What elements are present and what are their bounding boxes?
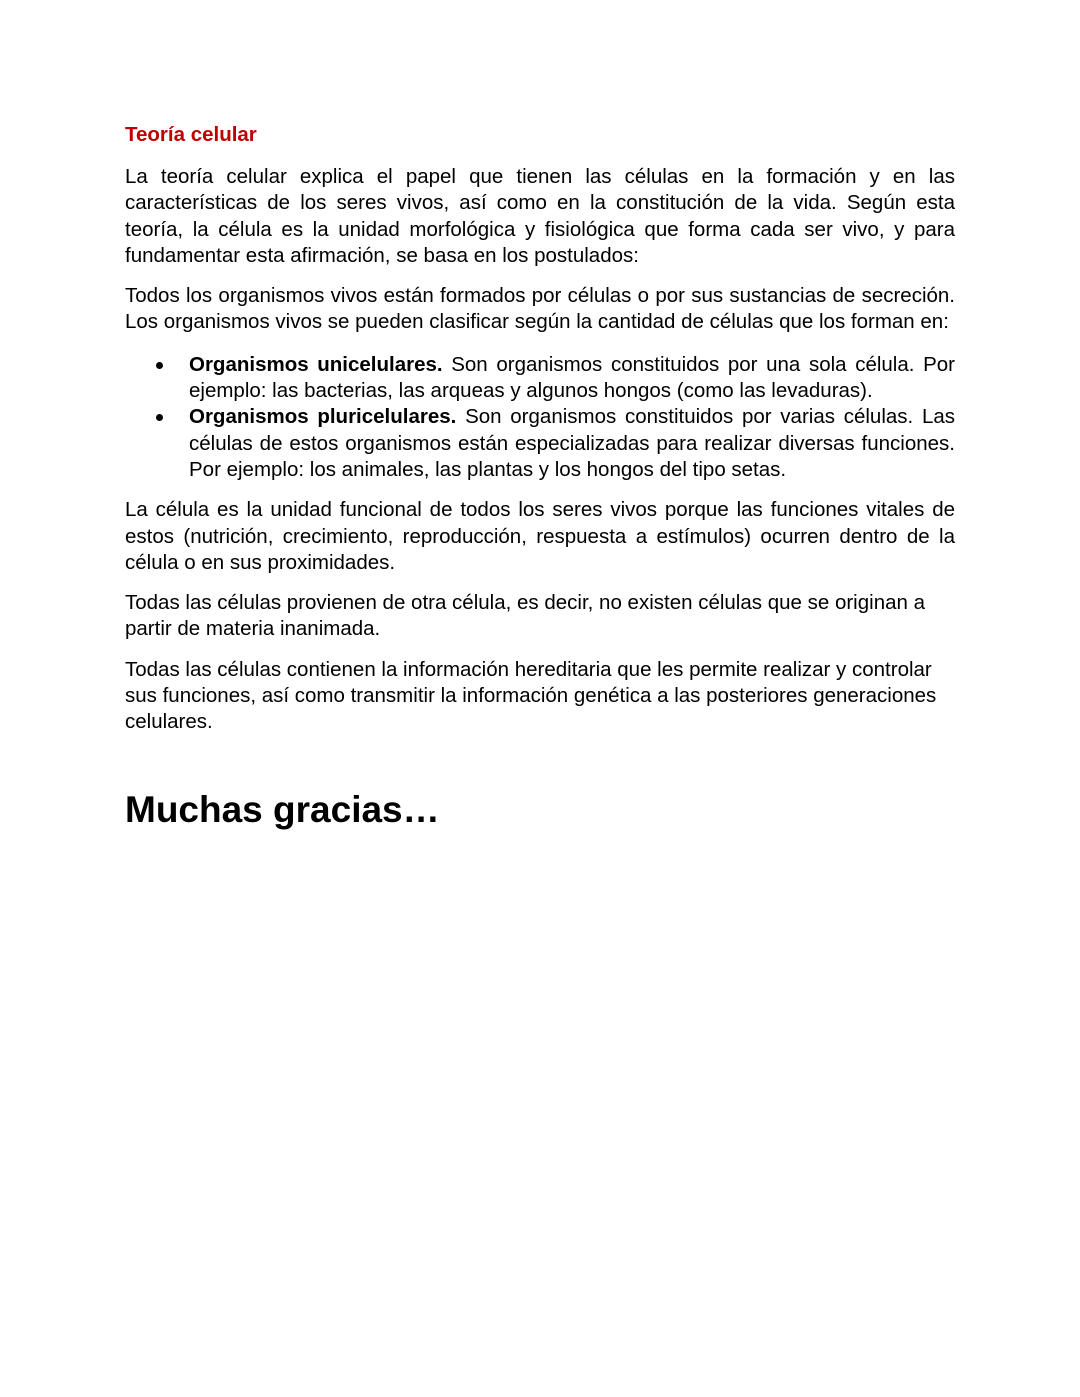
bullet-term: Organismos pluricelulares. [189,405,457,429]
closing-heading: Muchas gracias… [125,788,440,830]
postulate-4-paragraph: Todas las células contienen la información hereditaria que les permite realizar y controlar sus funciones, así como transmitir la información genética a las posteriores generaciones celulares. [125,657,937,734]
postulate-1-paragraph: Todos los organismos vivos están formados por células o por sus sustancias de secreción. Los organismos vivos se pueden clasificar según la cantidad de células que los forman en: [125,284,955,334]
list-item-multicellular [125,404,955,483]
organism-types-list [125,352,955,483]
bullet-text: Son organismos constituidos por una sola célula. Por ejemplo: las bacterias, las arqueas y algunos hongos (como las levaduras). [189,352,955,403]
postulate-3-paragraph: Todas las células provienen de otra célula, es decir, no existen células que se originan a partir de materia inanimada. [125,591,925,641]
intro-paragraph: La teoría celular explica el papel que tienen las células en la formación y en las características de los seres vivos, así como en la constitución de la vida. Según esta teoría, la célula es la unidad morfológica y fisiológica que forma cada ser vivo, y para fundamentar esta afirmación, se basa en los postulados: [125,165,955,267]
bullet-text: Son organismos constituidos por varias células. Las células de estos organismos están especializadas para realizar diversas funciones. Por ejemplo: los animales, las plantas y los hongos del tipo setas. [189,405,956,481]
bullet-icon [156,362,163,369]
postulate-2-paragraph: La célula es la unidad funcional de todos los seres vivos porque las funciones vitales de estos (nutrición, crecimiento, reproducción, respuesta a estímulos) ocurren dentro de la célula o en sus proximidades. [125,498,955,574]
list-item-unicellular [125,352,955,405]
document-page [125,120,955,832]
bullet-icon [156,414,163,421]
section-title: Teoría celular [125,123,257,146]
bullet-term: Organismos unicelulares. [189,352,443,376]
